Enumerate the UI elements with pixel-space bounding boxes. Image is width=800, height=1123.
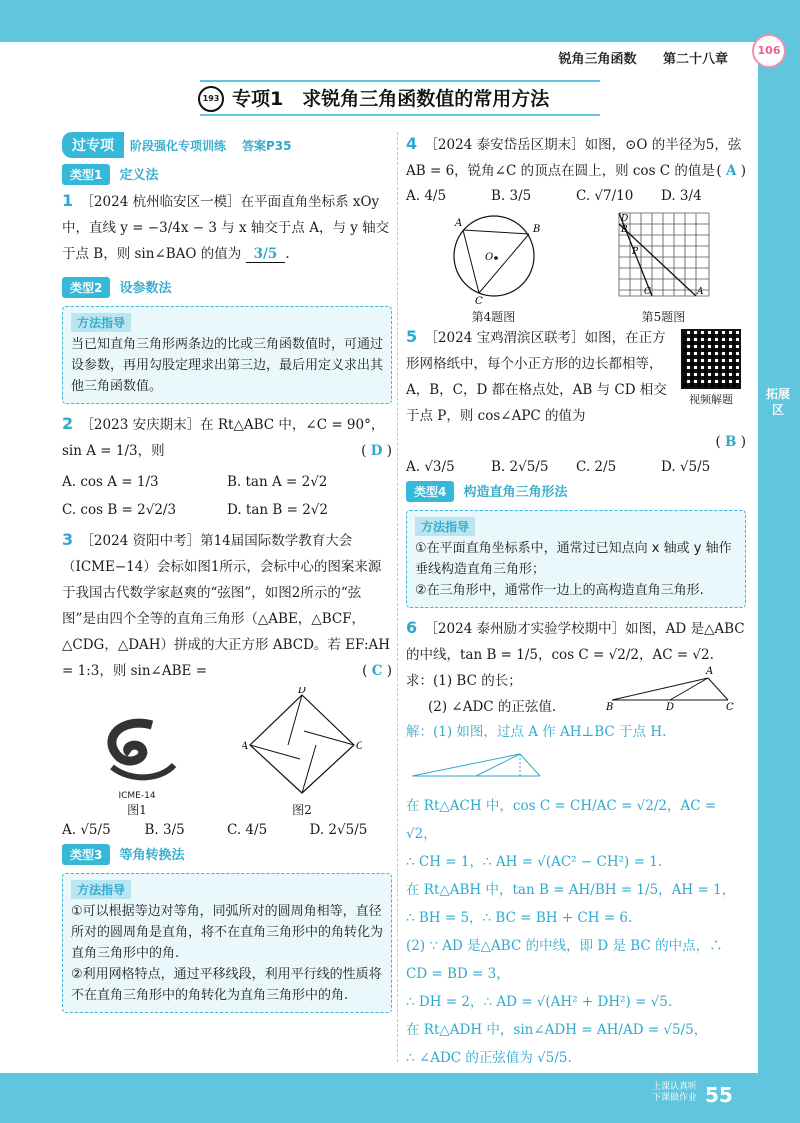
type4-tag: 类型4 [406,481,454,502]
q3-option-c: C. 4/5 [227,822,268,838]
q5-label-b: B [620,225,628,235]
q4-number: 4 [406,134,418,153]
q5-number: 5 [406,327,418,346]
q3-options [62,822,392,838]
q3-fig2 [242,687,362,818]
icme-logo [92,707,182,787]
label-c [356,741,362,752]
question-5 [406,325,670,429]
sol-line-4: 在 Rt△ABH 中，tan B = AH/BH = 1/5，AH = 1， [406,882,736,898]
sol-line-3: ∴ CH = 1，∴ AH = √(AC² − CH²) = 1. [406,854,663,870]
type1-name: 定义法 [119,168,159,183]
q4-option-b: B. 3/5 [491,188,532,204]
q6-text: ［2024 泰州励才实验学校期中］如图，AD 是△ABC 的中线，tan B = 1/5，cos C = √2/2，AC = √2. [406,621,745,663]
banner-answer-ref: 答案P35 [242,138,292,153]
side-ac [708,678,728,700]
type4-guide [406,510,746,608]
q6-ask-1: 求：(1) BC 的长； [406,673,522,689]
type3-guide-tag: 方法指导 [71,880,131,899]
q6-label-c: C [726,702,734,710]
title-icon: 193 [198,86,224,112]
q5-label-c: C [643,287,651,297]
type2-guide-text: 当已知直角三角形两条边的比或三角函数值时，可通过设参数，再用勾股定理求出第三边，最后用定义求出其他三角函数值。 [71,337,384,394]
question-6 [406,616,746,668]
chord-ab [463,230,529,234]
q5-figure [614,208,714,325]
type3-heading [62,844,392,865]
icme-logo-text: ICME-14 [118,791,156,801]
q3-number: 3 [62,530,74,549]
side-ba [612,678,708,700]
section-banner [62,132,392,158]
q6-ask-2: (2) ∠ADC 的正弦值. [428,699,557,715]
q3-text: ［2024 资阳中考］第14届国际数学教育大会（ICME−14）会标如图1所示，会标中心的图案来源于我国古代数学家赵爽的“弦图”，如图2所示的“弦图”是由四个全等的直角三角形（△ABE，△BCF，△CDG，△DAH）拼成的大正方形 ABCD。若 EF:AH = 1:3，则 sin∠ABE = [62,533,391,679]
logo-swirl [112,723,152,761]
q1-number: 1 [62,191,74,210]
center-point [494,256,498,260]
type3-tag: 类型3 [62,844,110,865]
qr-block[interactable] [676,325,746,429]
running-header [536,48,728,67]
q1-answer: 3/5 [246,246,286,263]
sol-line-7: ∴ DH = 2，∴ AD = √(AH² + DH²) = √5. [406,994,673,1010]
q3-option-b: B. 3/5 [144,822,185,838]
q4-text: ［2024 泰安岱岳区期末］如图，⊙O 的半径为5，弦 AB = 6，锐角∠C 的顶点在圆上，则 cos C 的值是 [406,137,742,179]
q4-option-c: C. √7/10 [576,188,634,204]
q2-option-a: A. cos A = 1/3 [62,474,159,490]
q4-q5-figures [406,208,746,325]
sol-line-6: (2) ∵ AD 是△ABC 的中线，即 D 是 BC 的中点，∴ CD = BD = 3， [406,938,723,982]
type3-guide-2: ②利用网格特点，通过平移线段，利用平行线的性质将不在直角三角形中的角转化为直角三角形中的角. [71,967,382,1003]
type3-guide-1: ①可以根据等边对等角，同弧所对的圆周角相等，直径所对的圆周角是直角，将不在直角三角形中的角转化为直角三角形中的角. [71,904,384,961]
q4-option-d: D. 3/4 [661,188,702,204]
q4-label-c: C [474,296,483,304]
sol-line-5: ∴ BH = 5，∴ BC = BH + CH = 6. [406,910,633,926]
q5-label-a: A [696,287,703,297]
q4-label-o: O [484,252,493,263]
sol-figure [406,746,556,782]
q4-options [406,188,746,204]
circle-diagram [439,208,549,304]
q2-options [62,468,392,524]
q5-text: ［2024 宝鸡渭滨区联考］如图，在正方形网格纸中，每个小正方形的边长都相等，A，B，C，D 都在格点处，AB 与 CD 相交于点 P，则 cos∠APC 的值为 [406,330,667,424]
type4-name: 构造直角三角形法 [463,485,568,500]
type4-guide-tag: 方法指导 [415,517,475,536]
banner-subtitle: 阶段强化专项训练 [130,138,227,153]
q2-text: ［2023 安庆期末］在 Rt△ABC 中，∠C = 90°，sin A = 1/3，则 [62,417,385,459]
q5-option-a: A. √3/5 [406,459,455,475]
type2-name: 设参数法 [119,281,172,296]
label-a [242,741,248,752]
q5-label-d: D [620,214,628,224]
q2-option-c: C. cos B = 2√2/3 [62,502,177,518]
label-d: D [298,687,307,696]
question-4: 4 ［2024 泰安岱岳区期末］如图，⊙O 的半径为5，弦 AB = 6，锐角∠C 的顶点在圆上，则 cos C 的值是 ( A ) [406,134,746,179]
q2-option-b: B. tan A = 2√2 [227,474,328,490]
side-band [758,42,800,1073]
type2-heading [62,277,392,298]
q1-text: ［2024 杭州临安区一模］在平面直角坐标系 xOy 中，直线 y = −3/4x − 3 与 x 轴交于点 A，与 y 轴交于点 B，则 sin∠BAO 的值为 [62,194,390,262]
sol-line-9: ∴ ∠ADC 的正弦值为 √5/5. [406,1050,572,1066]
q6-triangle [606,662,746,710]
type1-heading [62,164,392,185]
q4-option-a: A. 4/5 [406,188,447,204]
q4-fig-caption: 第4题图 [471,310,516,324]
title-rule-top [200,80,600,82]
q6-label-a: A [706,666,714,677]
q6-number: 6 [406,618,418,637]
fig1-caption: 图1 [127,803,147,817]
q3-figures [62,688,392,818]
q5-fig-caption: 第5题图 [641,310,686,324]
mascot-badge: 106 [752,34,786,68]
q5-answer-row: ( B ) [715,434,746,450]
q6-label-d: D [666,702,675,710]
fig2-caption: 图2 [292,803,312,817]
type2-guide [62,306,392,404]
type1-tag: 类型1 [62,164,110,185]
q5-option-d: D. √5/5 [661,459,711,475]
type4-guide-1: ①在平面直角坐标系中，通常过已知点向 x 轴或 y 轴作垂线构造直角三角形； [415,541,732,577]
question-1: 1 ［2024 杭州临安区一模］在平面直角坐标系 xOy 中，直线 y = −3/4x − 3 与 x 轴交于点 A，与 y 轴交于点 B，则 sin∠BAO 的值为 3/5 . [62,191,390,262]
big-square [250,695,354,793]
type3-guide [62,873,392,1013]
grid-diagram [614,208,714,304]
page-title: 专项1 求锐角三角函数值的常用方法 [232,88,550,110]
footer-note: 上课认真听 下课做作业 [652,1082,698,1103]
q5-label-p: P [631,247,638,257]
q2-number: 2 [62,414,74,433]
q5-options [406,459,746,475]
sol-line-8: 在 Rt△ADH 中，sin∠ADH = AH/AD = √5/5， [406,1022,708,1038]
sol-line-2: 在 Rt△ACH 中，cos C = CH/AC = √2/2，AC = √2， [406,798,717,842]
title-rule-bottom [200,114,600,116]
q6-solution [406,718,746,1072]
video-label: 视频解题 [689,393,733,406]
q4-label-b: B [532,224,540,235]
column-divider [397,132,398,1062]
logo-arc [112,765,174,777]
line-bc [479,234,529,293]
circle-o [454,216,534,296]
q6-label-b: B [606,702,614,710]
q4-answer: A [725,163,737,179]
side-tab: 拓展区 [765,387,790,417]
q4-label-a: A [454,218,462,229]
q2-answer: D [370,443,383,459]
q6-ask-block [406,668,746,718]
type4-guide-2: ②在三角形中，通常作一边上的高构造直角三角形. [415,583,704,598]
q5-option-c: C. 2/5 [576,459,617,475]
sol-side-ac [520,754,540,776]
sol-line-1: 解：(1) 如图，过点 A 作 AH⊥BC 于点 H. [406,724,667,740]
page-number: 55 [705,1083,733,1107]
q4-figure [439,208,549,325]
top-band [0,0,800,42]
type2-tag: 类型2 [62,277,110,298]
q3-answer: C [371,663,383,679]
question-2: 2 ［2023 安庆期末］在 Rt△ABC 中，∠C = 90°，sin A = 1/3，则 ( D ) [62,414,392,459]
question-3: 3 ［2024 资阳中考］第14届国际数学教育大会（ICME−14）会标如图1所示，会标中心的图案来源于我国古代数学家赵爽的“弦图”，如图2所示的“弦图”是由四个全等的直角三角形（△ABE，△BCF，△CDG，△DAH）拼成的大正方形 ABCD。若 EF:AH = 1:3，则 sin∠ABE = ( C ) [62,530,392,679]
banner-label: 过专项 [62,132,124,158]
q5-answer: B [725,434,737,450]
q3-option-d: D. 2√5/5 [309,822,368,838]
q3-option-a: A. √5/5 [62,822,111,838]
type2-guide-tag: 方法指导 [71,313,131,332]
qr-code[interactable] [681,329,741,389]
header-section: 锐角三角函数 [558,52,637,67]
q5-option-b: B. 2√5/5 [491,459,549,475]
right-column [406,132,746,1072]
q3-fig1 [92,707,182,818]
header-chapter: 第二十八章 [662,52,728,67]
question-5-row [406,325,746,429]
q2-option-d: D. tan B = 2√2 [227,502,328,518]
median-ad [670,678,708,700]
left-column [62,132,392,1021]
zhao-shuang-diagram [242,687,362,797]
type3-name: 等角转换法 [119,848,185,863]
sol-median-ad [476,754,520,776]
type4-heading [406,481,746,502]
sol-side-ba [412,754,520,776]
